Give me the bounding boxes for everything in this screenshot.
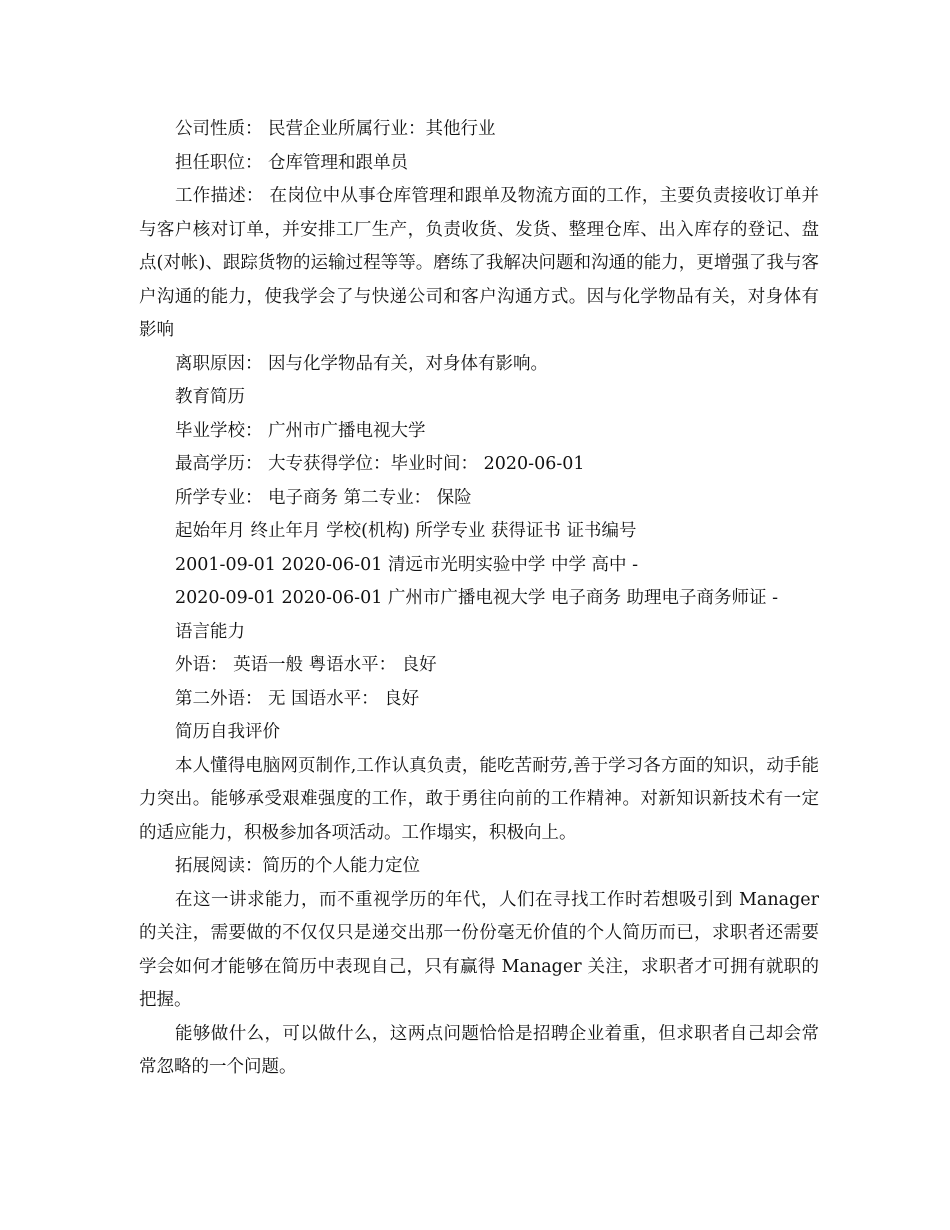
extended-paragraph: 能够做什么，可以做什么，这两点问题恰恰是招聘企业着重，但求职者自己却会常常忽略的一个问题。 <box>139 1023 819 1077</box>
extended-paragraph: 在这一讲求能力，而不重视学历的年代，人们在寻找工作时若想吸引到 Manager 的关注，需要做的不仅仅只是递交出那一份份毫无价值的个人简历而已，求职者还需要学会如何才能够在简历中表现自己，只有赢得 Manager 关注，求职者才可拥有就职的把握。 <box>139 889 819 1010</box>
job-description: 工作描述： 在岗位中从事仓库管理和跟单及物流方面的工作，主要负责接收订单并与客户核对订单，并安排工厂生产，负责收货、发货、整理仓库、出入库存的登记、盘点(对帐)、跟踪货物的运输过程等等。磨练了我解决问题和沟通的能力，更增强了我与客户沟通的能力，使我学会了与快递公司和客户沟通方式。因与化学物品有关，对身体有影响 <box>139 186 819 340</box>
self-evaluation-heading: 简历自我评价 <box>175 722 280 742</box>
language-heading: 语言能力 <box>175 621 245 642</box>
education-row: 2020-09-01 2020-06-01 广州市广播电视大学 电子商务 助理电子商务师证 - <box>175 588 779 608</box>
document-page <box>139 113 819 1085</box>
self-evaluation-text: 本人懂得电脑网页制作,工作认真负责，能吃苦耐劳,善于学习各方面的知识，动手能力突出。能够承受艰难强度的工作，敢于勇往向前的工作精神。对新知识新技术有一定的适应能力，积极参加各项活动。工作塌实，积极向上。 <box>139 755 819 843</box>
job-position: 担任职位： 仓库管理和跟单员 <box>175 152 409 173</box>
graduation-school: 毕业学校： 广州市广播电视大学 <box>175 420 426 441</box>
education-table-header: 起始年月 终止年月 学校(机构) 所学专业 获得证书 证书编号 <box>175 521 637 541</box>
company-nature: 公司性质： 民营企业所属行业：其他行业 <box>175 119 496 139</box>
extended-reading-heading: 拓展阅读：简历的个人能力定位 <box>175 856 420 876</box>
highest-degree: 最高学历： 大专获得学位：毕业时间： 2020-06-01 <box>175 454 585 474</box>
major: 所学专业： 电子商务 第二专业： 保险 <box>175 487 472 508</box>
education-heading: 教育简历 <box>175 387 245 407</box>
education-row: 2001-09-01 2020-06-01 清远市光明实验中学 中学 高中 - <box>175 554 639 575</box>
leave-reason: 离职原因： 因与化学物品有关，对身体有影响。 <box>175 353 549 374</box>
second-language: 第二外语： 无 国语水平： 良好 <box>175 688 420 709</box>
foreign-language: 外语： 英语一般 粤语水平： 良好 <box>175 655 437 675</box>
